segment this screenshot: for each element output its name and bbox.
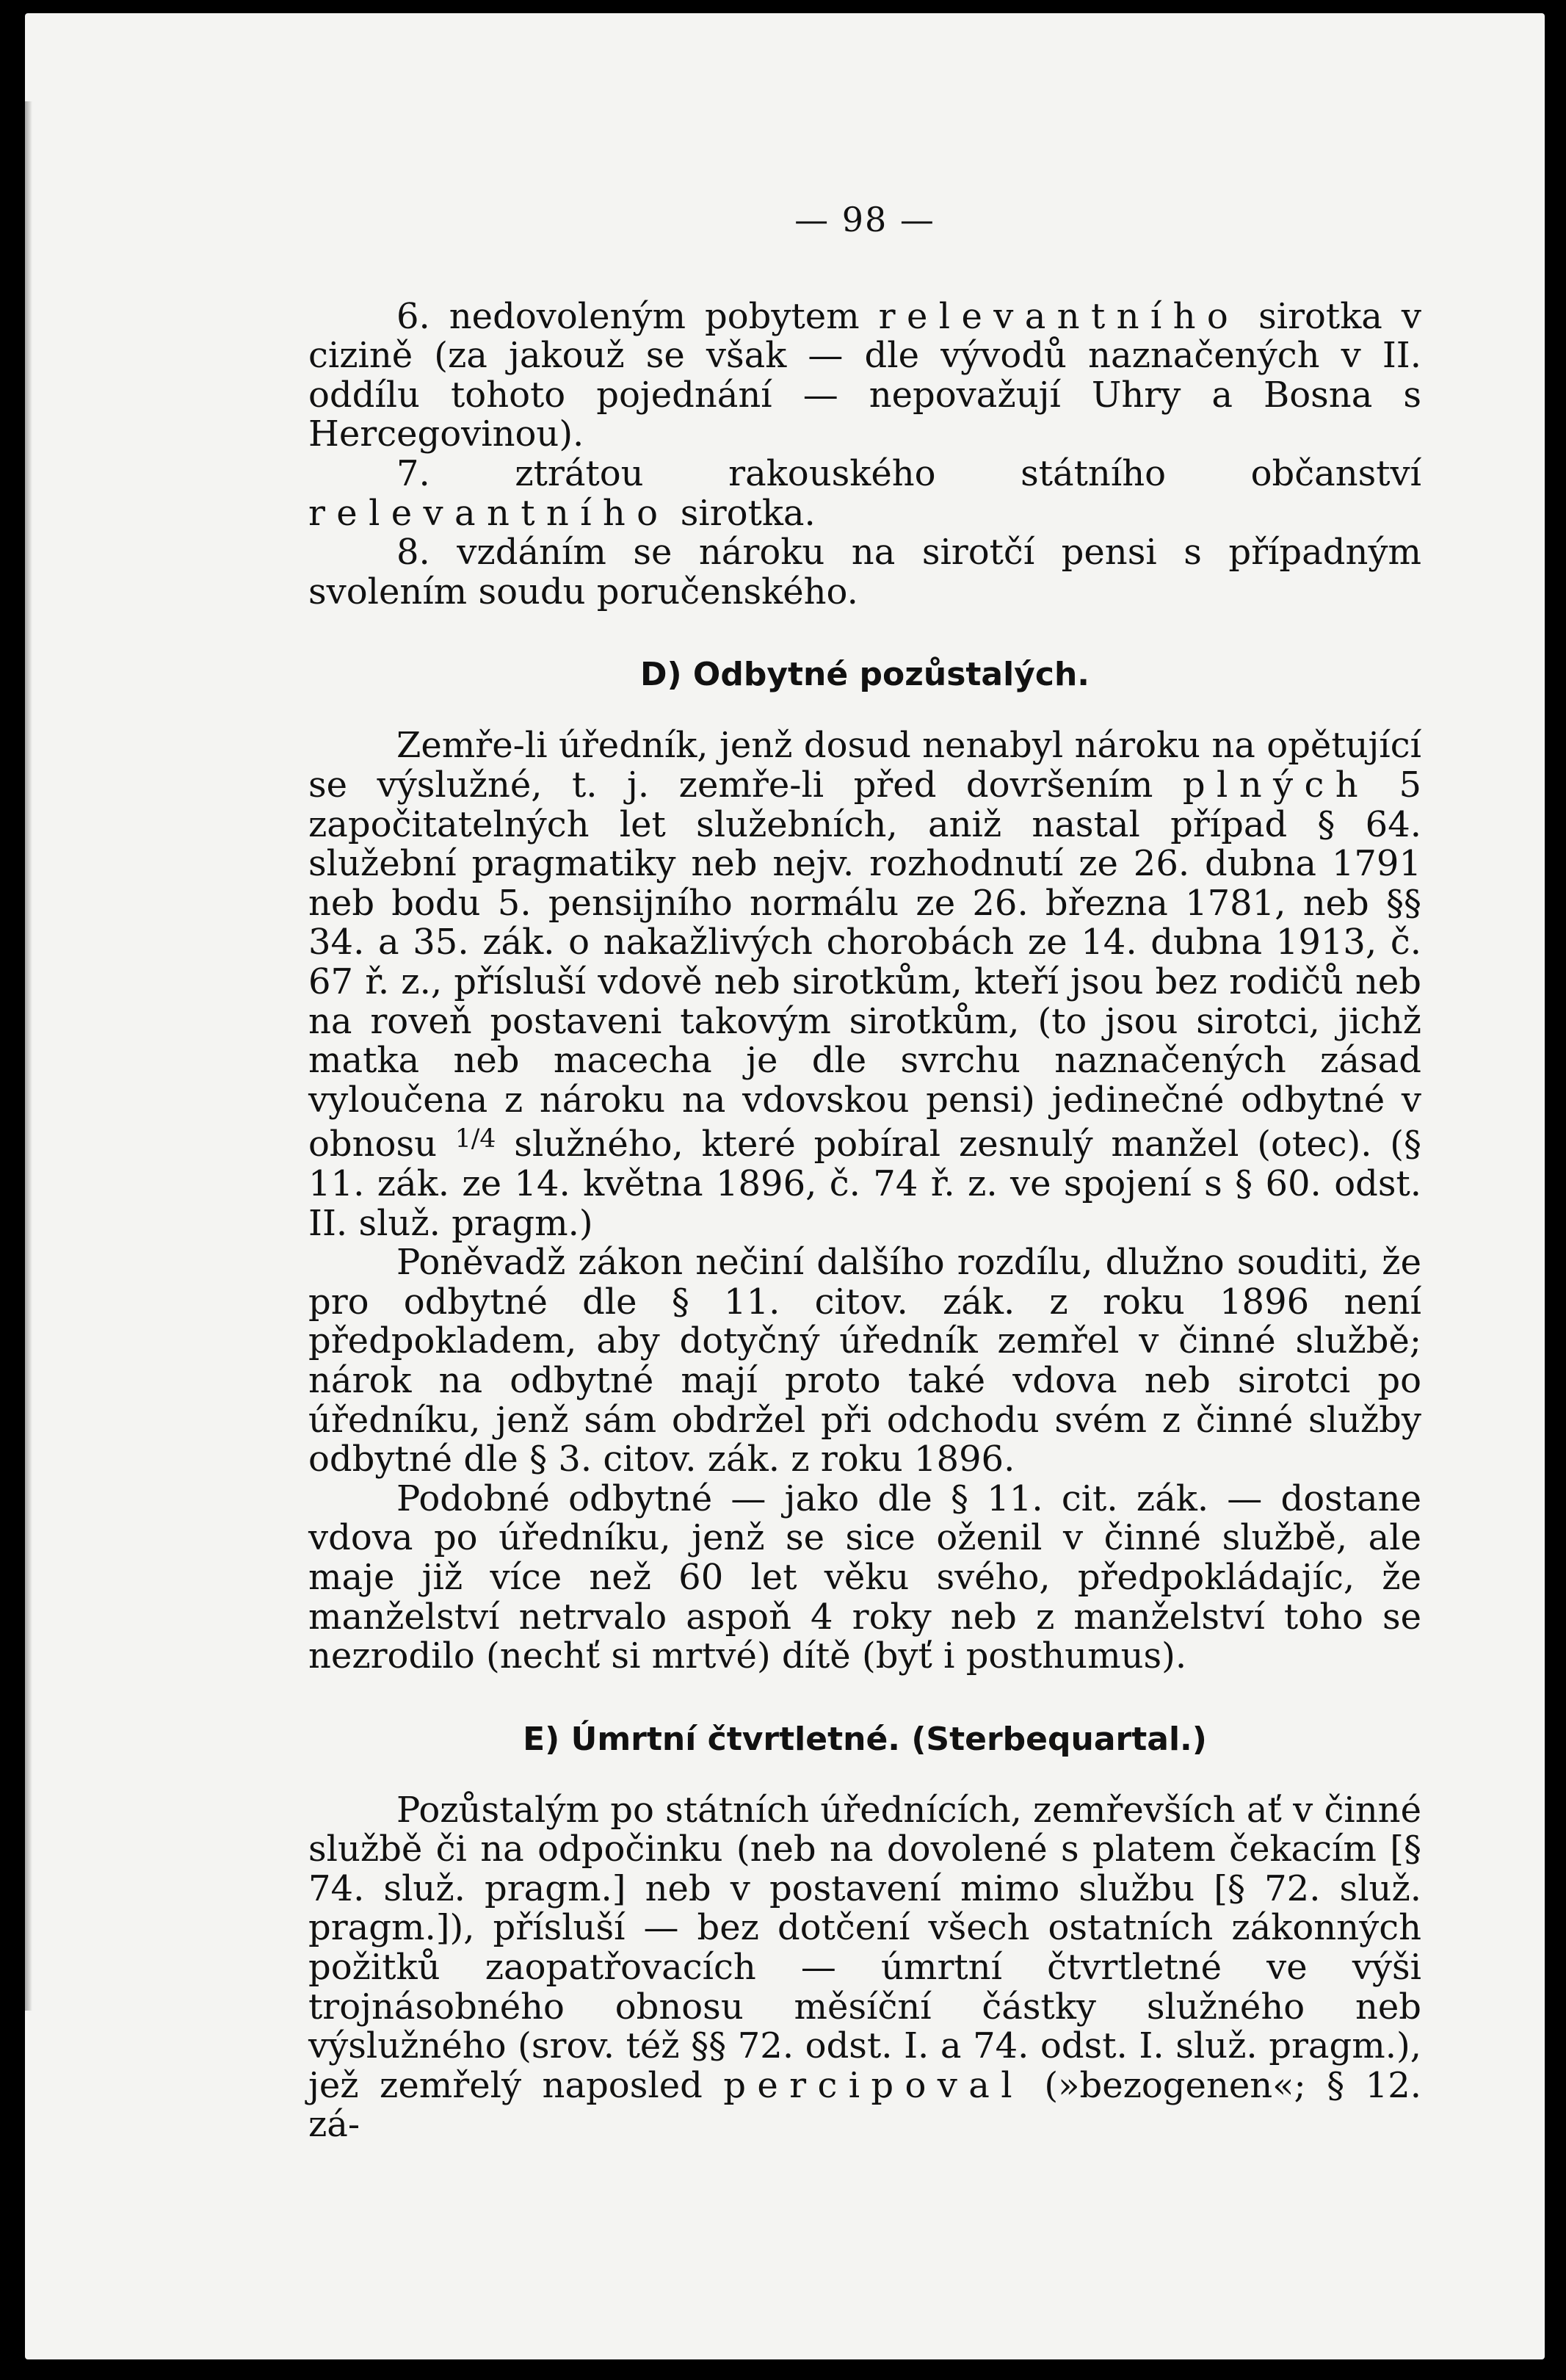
document-page (25, 13, 1545, 2359)
list-item-7: 7. ztrátou rakouského státního občanství relevantního sirotka. (308, 452, 1421, 534)
page-content (308, 200, 1421, 2145)
section-heading-d: D) Odbytné pozůstalých. (639, 656, 1090, 694)
page-number: — 98 — (794, 200, 935, 239)
list-item-6: 6. nedovoleným pobytem relevantního sirotka v cizině (za jakouž se však — dle vývodů naznačených v II. oddílu tohoto pojednání — nepovažují Uhry a Bosna s Hercegovinou). (308, 295, 1422, 455)
list-item-8: 8. vzdáním se nároku na sirotčí pensi s případným svolením soudu poručenského. (308, 532, 1421, 612)
paragraph-d3: Podobné odbytné — jako dle § 11. cit. zák. — dostane vdova po úředníku, jenž se sice oženil v činné službě, ale maje již více než 60 let věku svého, předpokládajíc, že manželství netrvalo aspoň 4 roky neb z manželství toho se nezrodilo (nechť si mrtvé) dítě (byť i posthumus). (308, 1477, 1421, 1677)
section-heading-e: E) Úmrtní čtvrtletné. (Sterbequartal.) (523, 1720, 1207, 1758)
paragraph-d2: Poněvadž zákon nečiní dalšího rozdílu, dlužno souditi, že pro odbytné dle § 11. citov. zák. z roku 1896 není předpokladem, aby dotyčný úředník zemřel v činné službě; nárok na odbytné mají proto také vdova neb sirotci po úředníku, jenž sám obdržel při odchodu svém z činné služby odbytné dle § 3. citov. zák. z roku 1896. (308, 1242, 1421, 1480)
paragraph-d1: Zemře-li úředník, jenž dosud nenabyl nároku na opětující se výslužné, t. j. zemře-li před dovršením plných 5 započitatelných let služebních, aniž nastal případ § 64. služební pragmatiky neb nejv. rozhodnutí ze 26. dubna 1791 neb bodu 5. pensijního normálu ze 26. března 1781, neb §§ 34. a 35. zák. o nakažlivých chorobách ze 14. dubna 1913, č. 67 ř. z., přísluší vdově neb sirotkům, kteří jsou bez rodičů neb na roveň postaveni takovým sirotkům, (to jsou sirotci, jichž matka neb macecha je dle svrchu naznačených zásad vyloučena z nároku na vdovskou pensi) jedinečné odbytné v obnosu $^{1/4}$ služného, které pobíral zesnulý manžel (otec). (§ 11. zák. ze 14. května 1896, č. 74 ř. z. ve spojení s § 60. odst. II. služ. pragm.) (308, 725, 1422, 1244)
paragraph-e1: Pozůstalým po státních úřednících, zemřevších ať v činné službě či na odpočinku (neb na dovolené s platem čekacím [§ 74. služ. pragm.] neb v postavení mimo službu [§ 72. služ. pragm.]), přísluší — bez dotčení všech ostatních zákonných požitků zaopatřovacích — úmrtní čtvrtletné ve výši trojnásobného obnosu měsíční částky služného neb výslužného (srov. též §§ 72. odst. I. a 74. odst. I. služ. pragm.), jež zemřelý naposled percipoval (»bezogenen«; § 12. zá- (308, 1789, 1421, 2146)
fraction: 1/4 (454, 1124, 496, 1154)
scan-shadow (25, 101, 32, 2011)
